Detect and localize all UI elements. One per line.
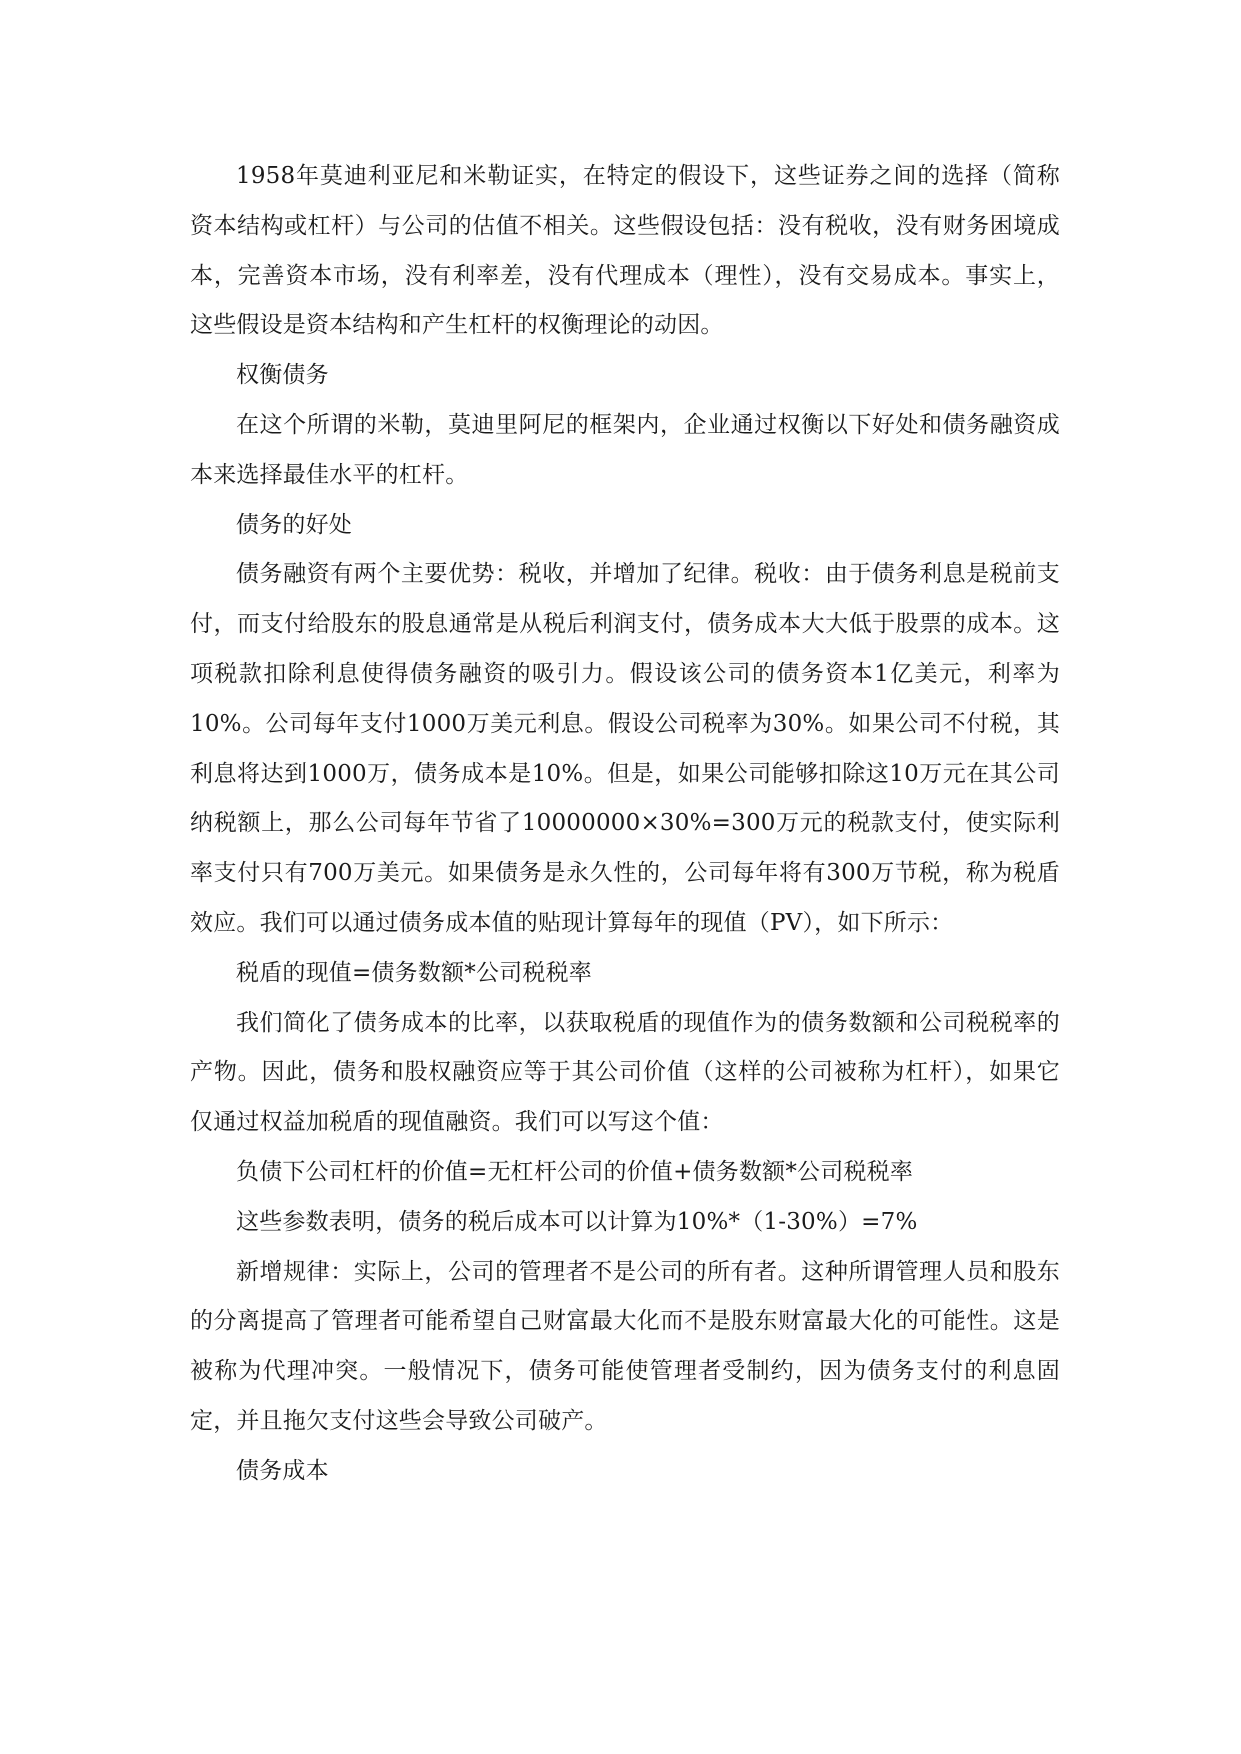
- formula-tax-shield-pv: 税盾的现值=债务数额*公司税税率: [236, 959, 592, 986]
- paragraph-tax-advantage: 债务融资有两个主要优势：税收，并增加了纪律。税收：由于债务利息是税前支付，而支付给股东的股息通常是从税后利润支付，债务成本大大低于股票的成本。这项税款扣除利息使得债务融资的吸引力。假设该公司的债务资本1亿美元，利率为10%。公司每年支付1000万美元利息。假设公司税率为30%。如果公司不付税，其利息将达到1000万，债务成本是10%。但是，如果公司能够扣除这10万元在其公司纳税额上，那么公司每年节省了10000000×30%=300万元的税款支付，使实际利率支付只有700万美元。如果债务是永久性的，公司每年将有300万节税，称为税盾效应。我们可以通过债务成本值的贴现计算每年的现值（PV），如下所示：: [190, 561, 1060, 936]
- paragraph-simplification: 我们简化了债务成本的比率，以获取税盾的现值作为的债务数额和公司税税率的产物。因此，债务和股权融资应等于其公司价值（这样的公司被称为杠杆），如果它仅通过权益加税盾的现值融资。我们可以写这个值：: [190, 1009, 1060, 1136]
- heading-tradeoff-debt: 权衡债务: [236, 362, 329, 389]
- formula-after-tax-cost: 这些参数表明，债务的税后成本可以计算为10%*（1-30%）=7%: [236, 1208, 918, 1235]
- heading-debt-benefits: 债务的好处: [236, 511, 352, 538]
- paragraph-discipline: 新增规律：实际上，公司的管理者不是公司的所有者。这种所谓管理人员和股东的分离提高了管理者可能希望自己财富最大化而不是股东财富最大化的可能性。这是被称为代理冲突。一般情况下，债务可能使管理者受制约，因为债务支付的利息固定，并且拖欠支付这些会导致公司破产。: [190, 1258, 1060, 1434]
- heading-debt-cost: 债务成本: [236, 1457, 329, 1484]
- document-page: [190, 152, 1060, 1497]
- paragraph-mm-framework: 在这个所谓的米勒，莫迪里阿尼的框架内，企业通过权衡以下好处和债务融资成本来选择最佳水平的杠杆。: [190, 411, 1060, 488]
- paragraph-mm-theorem: 1958年莫迪利亚尼和米勒证实，在特定的假设下，这些证券之间的选择（简称资本结构或杠杆）与公司的估值不相关。这些假设包括：没有税收，没有财务困境成本，完善资本市场，没有利率差，没有代理成本（理性），没有交易成本。事实上，这些假设是资本结构和产生杠杆的权衡理论的动因。: [190, 163, 1060, 339]
- formula-levered-value: 负债下公司杠杆的价值=无杠杆公司的价值+债务数额*公司税税率: [236, 1158, 914, 1185]
